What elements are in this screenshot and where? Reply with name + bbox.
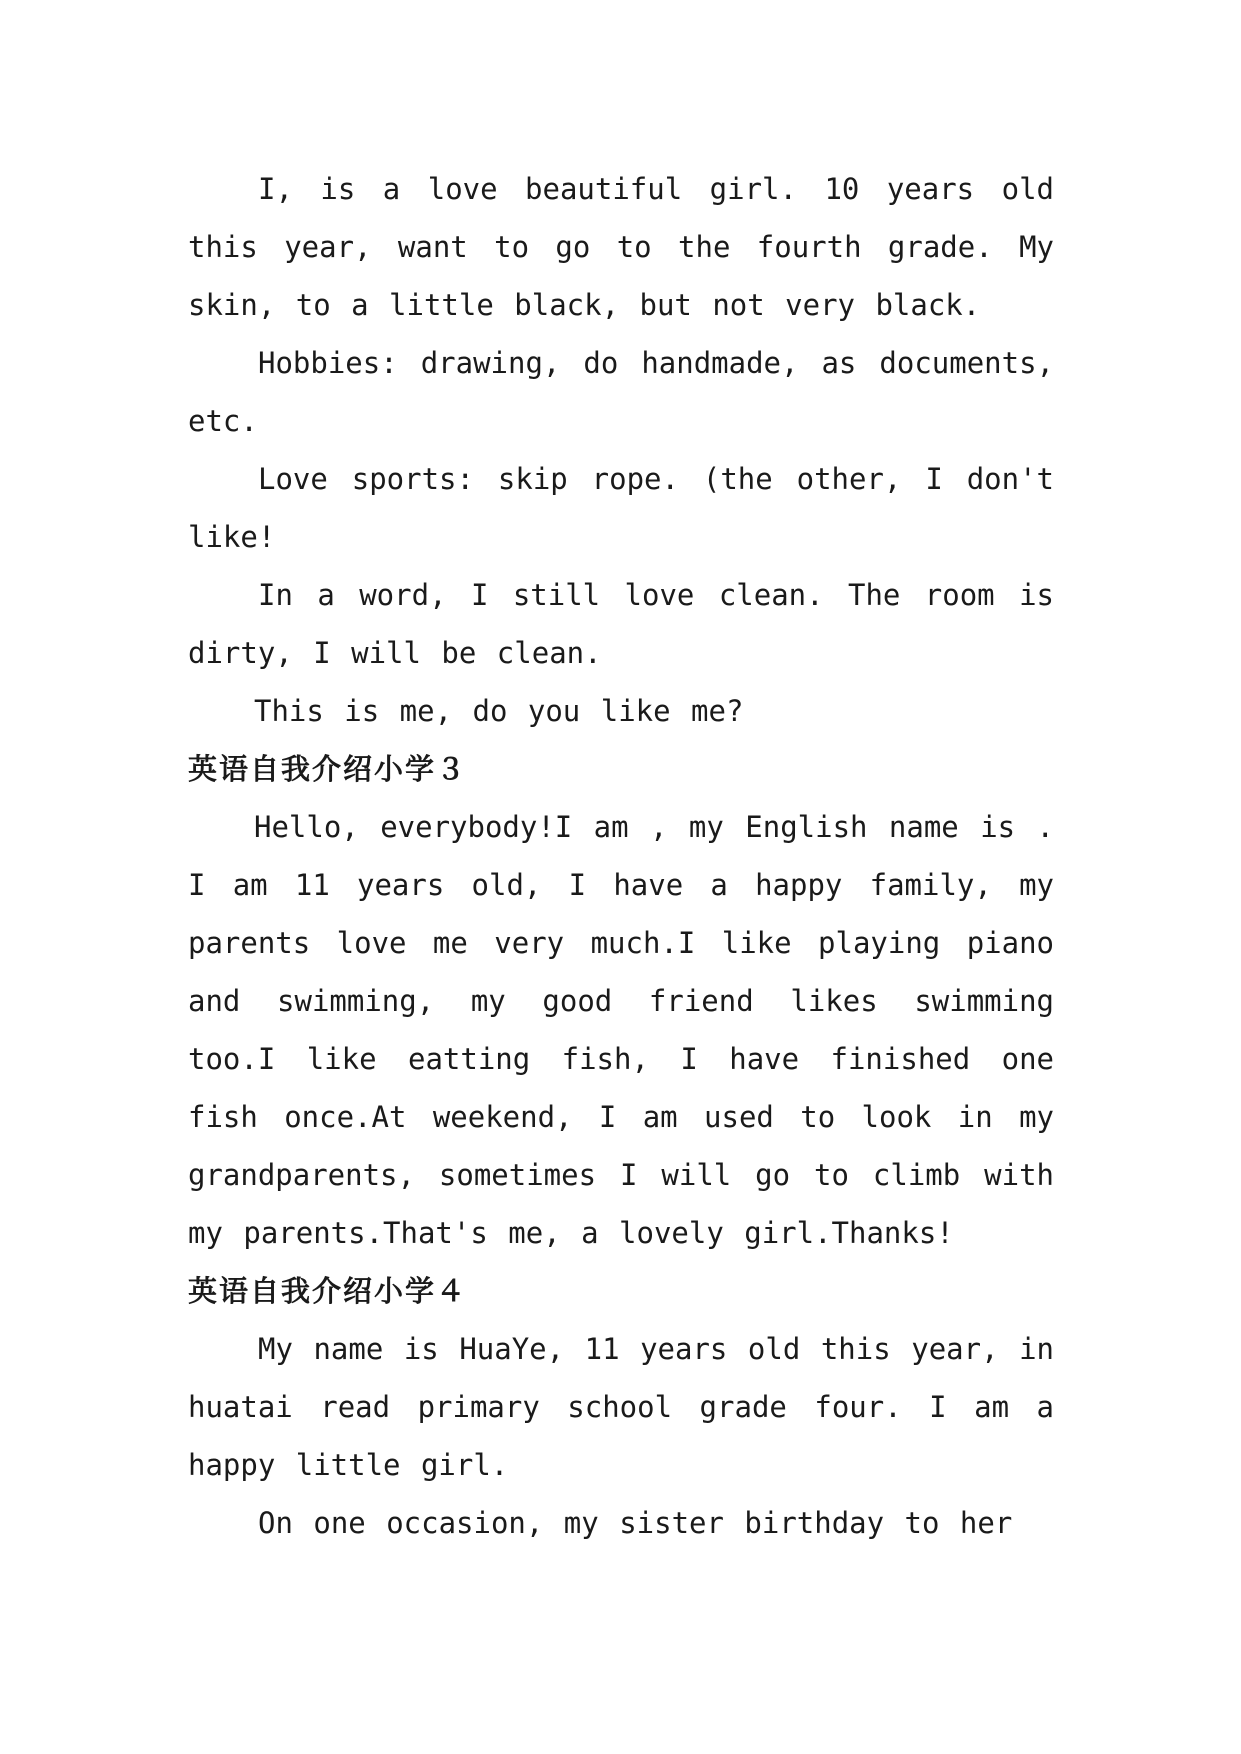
section-heading-4: 英语自我介绍小学４	[188, 1274, 468, 1308]
paragraph-intro: I, is a love beautiful girl. 10 years old this year, want to go to the fourth grade. My skin, to a little black, but not very black.	[188, 172, 1054, 322]
section-heading-3: 英语自我介绍小学３	[188, 752, 468, 786]
paragraph-hobbies: Hobbies: drawing, do handmade, as documents, etc.	[188, 346, 1054, 438]
document-body	[188, 160, 1054, 1552]
paragraph-clean: In a word, I still love clean. The room is dirty, I will be clean.	[188, 578, 1054, 670]
paragraph-section4-intro: My name is HuaYe, 11 years old this year, in huatai read primary school grade four. I am a happy little girl.	[188, 1332, 1054, 1482]
paragraph-section3: Hello, everybody!I am , my English name is . I am 11 years old, I have a happy family, my parents love me very much.I like playing piano and swimming, my good friend likes swimming too.I like eatting fish, I have finished one fish once.At weekend, I am used to look in my grandparents, sometimes I will go to climb with my parents.That's me, a lovely girl.Thanks!	[188, 810, 1054, 1250]
paragraph-section4-occasion: On one occasion, my sister birthday to her	[258, 1506, 1013, 1540]
paragraph-sports: Love sports: skip rope. (the other, I don't like!	[188, 462, 1054, 554]
paragraph-closing: This is me, do you like me?	[254, 694, 744, 728]
